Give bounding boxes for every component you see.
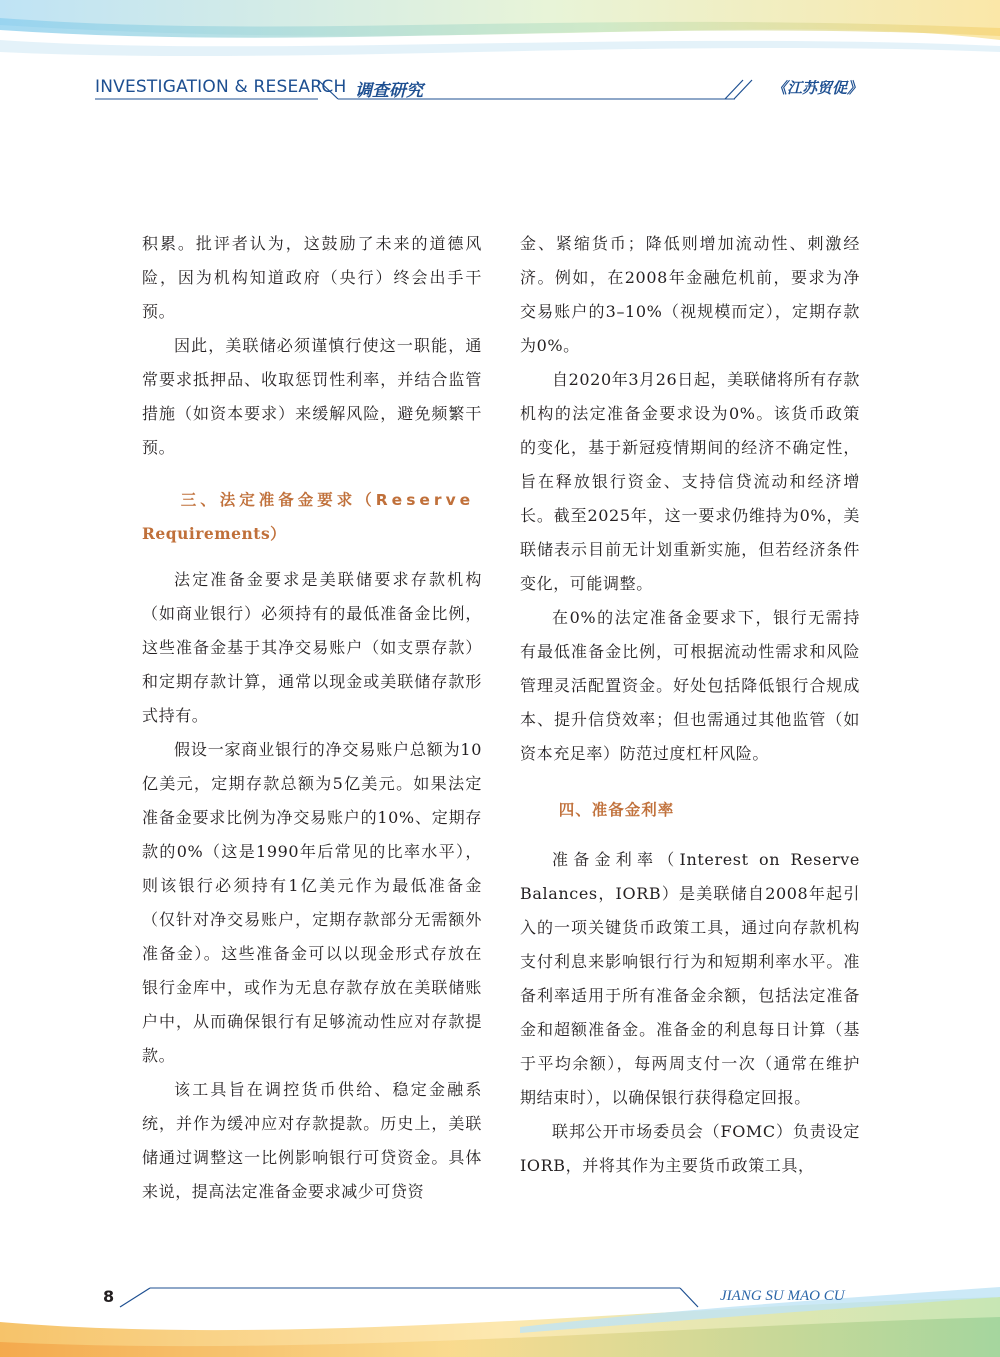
- paragraph: 准备金利率（Interest on Reserve Balances，IORB）是美联储自2008年起引入的一项关键货币政策工具，通过向存款机构支付利息来影响银行行为和短期利率水平。准备利率适用于所有准备金余额，包括法定准备金和超额准备金。准备金的利息每日计算（基于平均余额），每两周支付一次（通常在维护期结束时），以确保银行获得稳定回报。: [520, 850, 860, 1107]
- paragraph: 联邦公开市场委员会（FOMC）负责设定IORB，并将其作为主要货币政策工具，: [520, 1122, 860, 1175]
- right-column: [520, 227, 860, 1183]
- section-heading-reserve-requirements: 三、法定准备金要求（Reserve: [180, 491, 475, 509]
- paragraph: 积累。批评者认为，这鼓励了未来的道德风险，因为机构知道政府（央行）终会出手干预。: [142, 234, 482, 321]
- top-wave-decoration: [0, 0, 1000, 80]
- paragraph: 法定准备金要求是美联储要求存款机构（如商业银行）必须持有的最低准备金比例，这些准备金基于其净交易账户（如支票存款）和定期存款计算，通常以现金或美联储存款形式持有。: [142, 570, 482, 725]
- section-label: INVESTIGATION & RESEARCH: [95, 77, 347, 97]
- paragraph: 该工具旨在调控货币供给、稳定金融系统，并作为缓冲应对存款提款。历史上，美联储通过调整这一比例影响银行可贷资金。具体来说，提高法定准备金要求减少可贷资: [142, 1080, 482, 1201]
- magazine-label: 《江苏贸促》: [772, 79, 863, 97]
- magazine-name: JIANG SU MAO CU: [720, 1288, 845, 1304]
- paragraph: 自2020年3月26日起，美联储将所有存款机构的法定准备金要求设为0%。该货币政策的变化，基于新冠疫情期间的经济不确定性，旨在释放银行资金、支持信贷流动和经济增长。截至2025年，这一要求仍维持为0%，美联储表示目前无计划重新实施，但若经济条件变化，可能调整。: [520, 370, 860, 593]
- paragraph: 金、紧缩货币；降低则增加流动性、刺激经济。例如，在2008年金融危机前，要求为净交易账户的3–10%（视规模而定），定期存款为0%。: [520, 234, 860, 355]
- paragraph: 因此，美联储必须谨慎行使这一职能，通常要求抵押品、收取惩罚性利率，并结合监管措施（如资本要求）来缓解风险，避免频繁干预。: [142, 336, 482, 457]
- section-heading-continuation: Requirements）: [142, 524, 287, 543]
- section-heading-reserve-interest: 四、准备金利率: [558, 801, 675, 819]
- left-column: [142, 227, 482, 1209]
- paragraph: 假设一家商业银行的净交易账户总额为10亿美元，定期存款总额为5亿美元。如果法定准备金要求比例为净交易账户的10%、定期存款的0%（这是1990年后常见的比率水平），则该银行必须持有1亿美元作为最低准备金（仅针对净交易账户，定期存款部分无需额外准备金）。这些准备金可以以现金形式存放在银行金库中，或作为无息存款存放在美联储账户中，从而确保银行有足够流动性应对存款提款。: [142, 740, 482, 1065]
- bottom-wave-decoration: [0, 1267, 1000, 1357]
- paragraph: 在0%的法定准备金要求下，银行无需持有最低准备金比例，可根据流动性需求和风险管理灵活配置资金。好处包括降低银行合规成本、提升信贷效率；但也需通过其他监管（如资本充足率）防范过度杠杆风险。: [520, 608, 860, 763]
- column-label: 调查研究: [355, 81, 423, 101]
- page-number: 8: [103, 1287, 115, 1306]
